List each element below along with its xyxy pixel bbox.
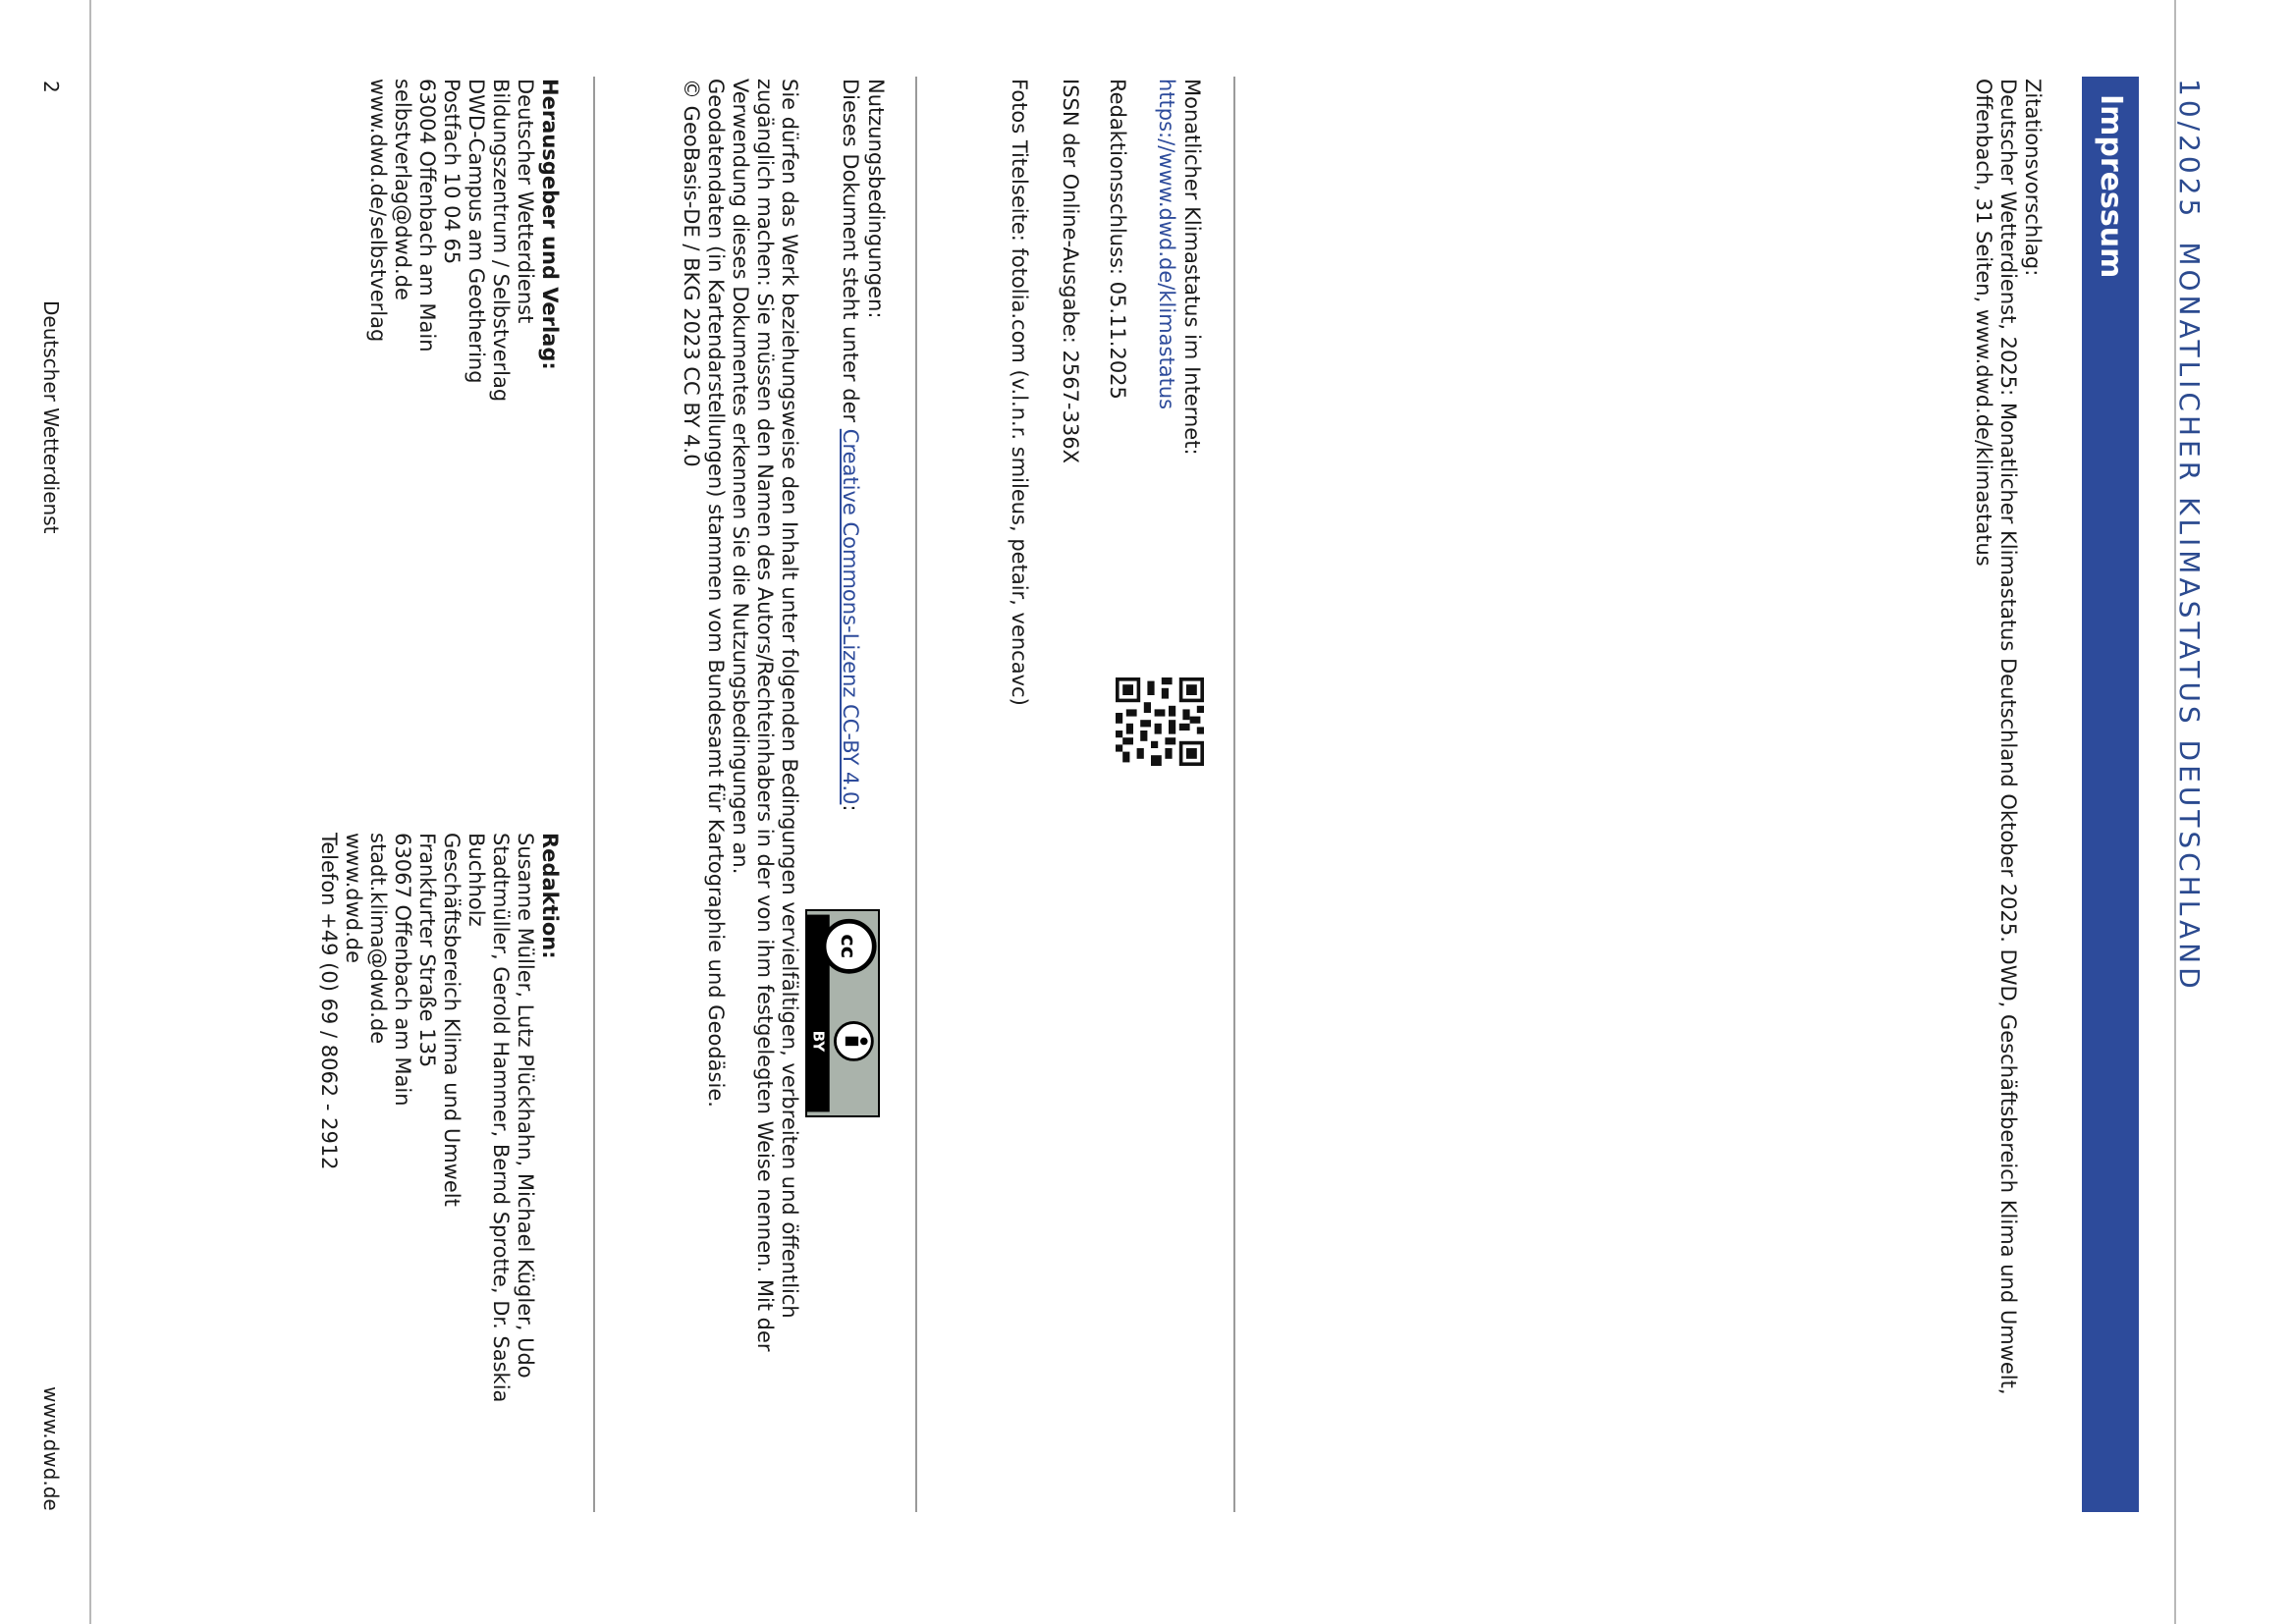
editorial-email: stadt.klima@dwd.de (366, 833, 390, 1045)
terms-body-line-4: Geodatendaten (in Kartendarstellungen) stammen vom Bundesamt für Kartographie und Geodäsie. (704, 79, 728, 1108)
terms-label: Nutzungsbedingungen: (864, 79, 888, 319)
document-header (2173, 79, 2206, 993)
editorial-heading: Redaktion: (538, 833, 562, 959)
impressum-heading: Impressum (2082, 77, 2139, 1512)
publisher-line: Postfach 10 04 65 (440, 79, 464, 265)
editorial-line: Geschäftsbereich Klima und Umwelt (440, 833, 464, 1207)
publisher-heading: Herausgeber und Verlag: (538, 79, 562, 370)
editorial-line: 63067 Offenbach am Main (391, 833, 414, 1107)
footer-url: www.dwd.de (39, 1386, 63, 1511)
cc-logo-text: cc (837, 934, 861, 959)
editorial-line: Stadtmüller, Gerold Hammer, Bernd Sprotte, Dr. Saskia (489, 833, 513, 1403)
citation-line-2: Offenbach, 31 Seiten, www.dwd.de/klimastatus (1972, 79, 1995, 567)
cc-license-link[interactable]: Creative Commons-Lizenz CC-BY 4.0 (839, 428, 862, 805)
by-logo-text: BY (809, 1030, 828, 1053)
terms-body-line-5: © GeoBasis-DE / BKG 2023 CC BY 4.0 (680, 79, 703, 467)
klimastatus-link[interactable]: https://www.dwd.de/klimastatus (1155, 79, 1178, 410)
publisher-line: Deutscher Wetterdienst (514, 79, 537, 324)
publication-title: MONATLICHER KLIMASTATUS DEUTSCHLAND (2173, 242, 2206, 993)
terms-body-line-1: Sie dürfen das Werk beziehungsweise den Inhalt unter folgenden Bedingungen vervielfältigen, verbreiten und öffentlich (778, 79, 801, 1319)
editorial-line: Frankfurter Straße 135 (415, 833, 439, 1068)
issue-number: 10/2025 (2173, 79, 2206, 221)
page-number: 2 (39, 81, 63, 93)
section-divider (593, 77, 595, 1512)
publisher-line: 63004 Offenbach am Main (415, 79, 439, 352)
publisher-website: www.dwd.de/selbstverlag (366, 79, 390, 343)
section-divider (1233, 77, 1235, 1512)
footer-organization: Deutscher Wetterdienst (39, 300, 63, 534)
terms-body-line-3: Verwendung dieses Dokumentes erkennen Sie die Nutzungsbedingungen an. (729, 79, 752, 875)
editorial-website: www.dwd.de (342, 833, 365, 964)
editorial-line: Buchholz (464, 833, 488, 927)
publisher-line: Bildungszentrum / Selbstverlag (489, 79, 513, 403)
internet-label: Monatlicher Klimastatus im Internet: (1180, 79, 1204, 456)
editorial-line: Susanne Müller, Lutz Plückhahn, Michael Kügler, Udo (514, 833, 537, 1379)
cc-by-license-badge (805, 909, 880, 1117)
publisher-line: DWD-Campus am Geothering (464, 79, 488, 384)
publisher-email: selbstverlag@dwd.de (391, 79, 414, 300)
qr-code-icon (1116, 677, 1204, 766)
section-divider (915, 77, 917, 1512)
issn: ISSN der Online-Ausgabe: 2567-336X (1059, 79, 1082, 463)
citation-line-1: Deutscher Wetterdienst, 2025: Monatlicher Klimastatus Deutschland Oktober 2025. DWD, Geschäftsbereich Klima und Umwelt, (1996, 79, 2020, 1395)
license-prefix: Dieses Dokument steht unter der (839, 79, 862, 429)
editorial-phone: Telefon +49 (0) 69 / 8062 - 2912 (317, 833, 341, 1170)
editorial-deadline: Redaktionsschluss: 05.11.2025 (1106, 79, 1129, 400)
license-suffix: : (839, 804, 862, 812)
terms-body-line-2: zugänglich machen: Sie müssen den Namen des Autors/Rechteinhabers in der von ihm festgelegten Weise nennen. Mit der (753, 79, 777, 1352)
citation-label: Zitationsvorschlag: (2021, 79, 2045, 277)
cover-photo-credits: Fotos Titelseite: fotolia.com (v.l.n.r. smileus, petair, vencavc) (1008, 79, 1031, 706)
license-statement (839, 79, 862, 812)
